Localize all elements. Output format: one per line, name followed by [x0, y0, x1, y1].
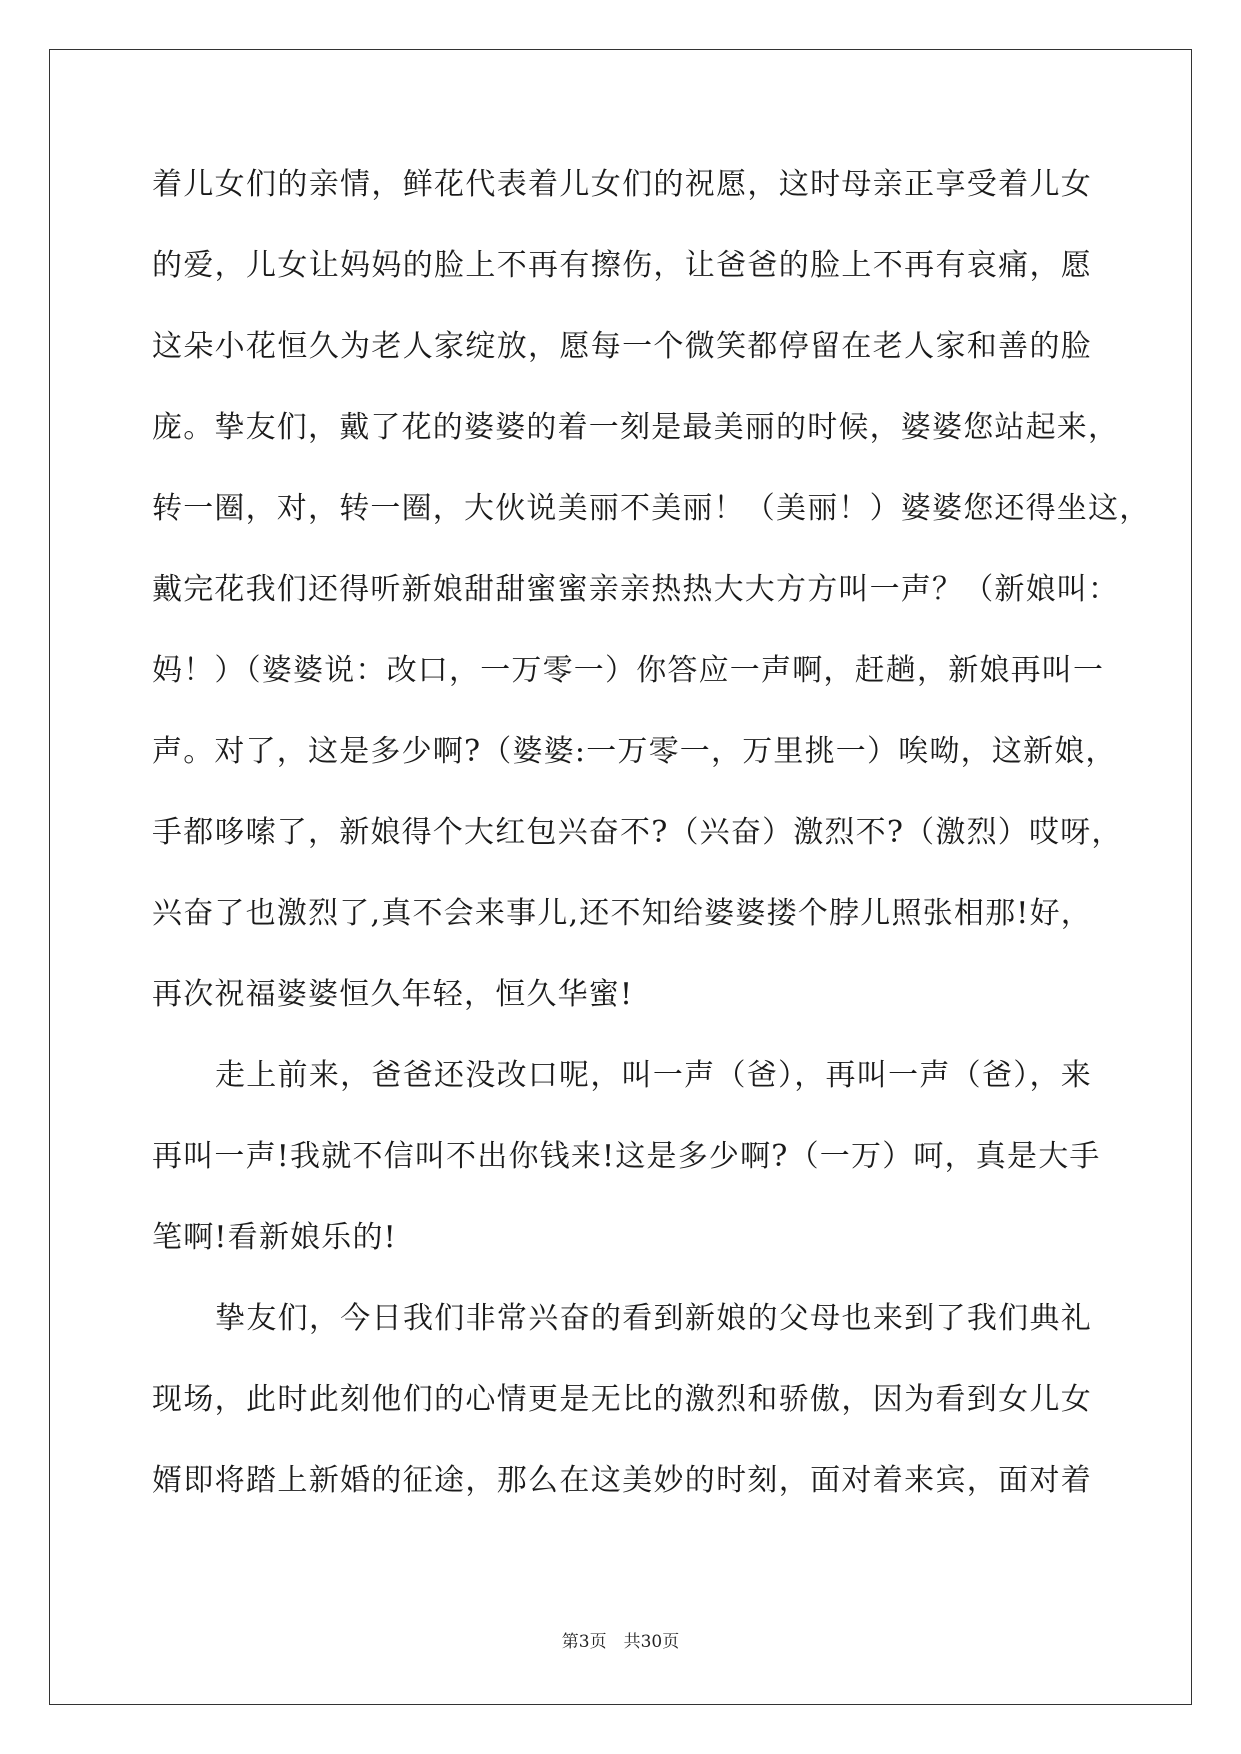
- text-line: 再次祝福婆婆恒久年轻，恒久华蜜!: [152, 977, 634, 1012]
- page-number: 第3页 共30页: [561, 1632, 680, 1652]
- document-body: [152, 155, 1151, 1532]
- text-line: 妈！）（婆婆说：改口，一万零一）你答应一声啊，赶趟，新娘再叫一: [152, 653, 1105, 688]
- text-line: 声。对了，这是多少啊?（婆婆:一万零一，万里挑一）唉呦，这新娘，: [152, 734, 1117, 769]
- text-line: 现场，此时此刻他们的心情更是无比的激烈和骄傲，因为看到女儿女: [152, 1382, 1092, 1417]
- text-line: 手都哆嗦了，新娘得个大红包兴奋不?（兴奋）激烈不?（激烈）哎呀，: [152, 815, 1123, 850]
- text-line: 着儿女们的亲情，鲜花代表着儿女们的祝愿，这时母亲正享受着儿女: [152, 167, 1092, 202]
- text-line: 戴完花我们还得听新娘甜甜蜜蜜亲亲热热大大方方叫一声？（新娘叫：: [152, 572, 1120, 607]
- text-line: 再叫一声!我就不信叫不出你钱来!这是多少啊?（一万）呵，真是大手: [152, 1139, 1101, 1174]
- text-line: 这朵小花恒久为老人家绽放，愿每一个微笑都停留在老人家和善的脸: [152, 329, 1092, 364]
- text-line: 兴奋了也激烈了,真不会来事儿,还不知给婆婆搂个脖儿照张相那!好，: [152, 896, 1092, 931]
- text-line: 的爱，儿女让妈妈的脸上不再有擦伤，让爸爸的脸上不再有哀痛，愿: [152, 248, 1092, 283]
- text-line: 庞。挚友们，戴了花的婆婆的着一刻是最美丽的时候，婆婆您站起来，: [152, 410, 1120, 445]
- paragraph-first-line: 走上前来，爸爸还没改口呢，叫一声（爸），再叫一声（爸），来: [215, 1058, 1092, 1093]
- text-line: 转一圈，对，转一圈，大伙说美丽不美丽！（美丽！）婆婆您还得坐这，: [152, 491, 1151, 526]
- text-line: 婿即将踏上新婚的征途，那么在这美妙的时刻，面对着来宾，面对着: [152, 1463, 1092, 1498]
- paragraph-first-line: 挚友们，今日我们非常兴奋的看到新娘的父母也来到了我们典礼: [215, 1301, 1092, 1336]
- text-line: 笔啊!看新娘乐的!: [152, 1220, 397, 1255]
